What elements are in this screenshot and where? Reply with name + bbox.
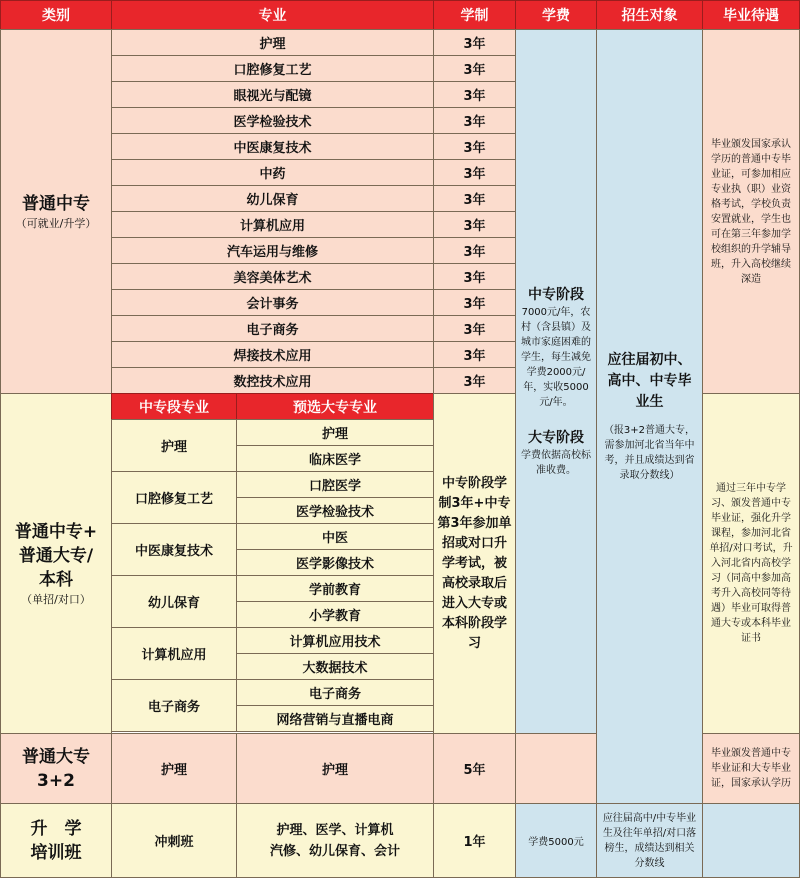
zhongzhuan-years: 3年: [433, 29, 516, 56]
dazhuan-college-major: 医学影像技术: [236, 549, 434, 576]
dazhuan-college-major: 电子商务: [236, 679, 434, 706]
category-title-line3: 本科: [39, 569, 73, 590]
audience-note: （报3+2普通大专，需参加河北省当年中考，并且成绩达到省录取分数线）: [603, 425, 696, 481]
dazhuan-college-major: 口腔医学: [236, 471, 434, 498]
dazhuan-system: 中专阶段学制3年+中专第3年参加单招或对口升学考试，被高校录取后进入大专或本科阶段学习: [433, 393, 516, 734]
zhongzhuan-years: 3年: [433, 159, 516, 186]
three-two-treatment: 毕业颁发普通中专毕业证和大专毕业证，国家承认学历: [702, 733, 800, 804]
zhongzhuan-years: 3年: [433, 367, 516, 394]
zhongzhuan-years: 3年: [433, 185, 516, 212]
zhongzhuan-years: 3年: [433, 81, 516, 108]
zhongzhuan-years: 3年: [433, 289, 516, 316]
category-training: [0, 803, 112, 878]
dazhuan-college-major: 护理: [236, 419, 434, 446]
training-major: 冲刺班: [111, 803, 237, 878]
dazhuan-college-major: 临床医学: [236, 445, 434, 472]
dazhuan-stage-major: 护理: [111, 419, 237, 472]
zhongzhuan-treatment: 毕业颁发国家承认学历的普通中专毕业证，可参加相应专业执（职）业资格考试，学校负责安置就业，学生也可在第三年参加学校组织的升学辅导班，升入高校继续深造: [702, 29, 800, 394]
training-fee: 学费5000元: [515, 803, 597, 878]
header-fee: 学费: [515, 0, 597, 30]
training-treatment-empty: [702, 803, 800, 878]
audience-main: 应往届初中、高中、中专毕业生: [607, 352, 692, 410]
dazhuan-stage-major: 中医康复技术: [111, 523, 237, 576]
header-duration: 学制: [433, 0, 516, 30]
training-years: 1年: [433, 803, 516, 878]
dazhuan-college-major: 小学教育: [236, 601, 434, 628]
header-audience: 招生对象: [596, 0, 703, 30]
category-title: 普通中专: [22, 193, 90, 214]
training-audience: 应往届高中/中专毕业生及往年单招/对口落榜生，成绩达到相关分数线: [596, 803, 703, 878]
zhongzhuan-major: 数控技术应用: [111, 367, 434, 394]
subheader-college-major: 预选大专专业: [236, 393, 434, 420]
zhongzhuan-major: 幼儿保育: [111, 185, 434, 212]
dazhuan-stage-major: 口腔修复工艺: [111, 471, 237, 524]
zhongzhuan-major: 会计事务: [111, 289, 434, 316]
zhongzhuan-major: 眼视光与配镜: [111, 81, 434, 108]
three-two-major: 护理: [111, 733, 237, 804]
zhongzhuan-major: 医学检验技术: [111, 107, 434, 134]
zhongzhuan-major: 电子商务: [111, 315, 434, 342]
zhongzhuan-years: 3年: [433, 133, 516, 160]
three-two-fee-empty: [515, 733, 597, 804]
zhongzhuan-years: 3年: [433, 211, 516, 238]
training-subjects-line2: 汽修、幼儿保育、会计: [269, 843, 400, 859]
dazhuan-treatment: 通过三年中专学习、颁发普通中专毕业证，强化升学课程，参加河北省单招/对口考试，升入河北省内高校学习（同高中参加高考升入高校同等待遇）毕业可取得普通大专或本科毕业证书: [702, 393, 800, 734]
fee-stage1-title: 中专阶段: [528, 287, 584, 303]
category-dazhuan: [0, 393, 112, 734]
header-category: 类别: [0, 0, 112, 30]
category-title2: 培训班: [30, 842, 82, 863]
category-title: 升 学: [30, 818, 82, 839]
subheader-stage-major: 中专段专业: [111, 393, 237, 420]
category-zhongzhuan: [0, 29, 112, 394]
zhongzhuan-major: 焊接技术应用: [111, 341, 434, 368]
training-subjects-line1: 护理、医学、计算机: [276, 822, 394, 838]
category-subtitle: （可就业/升学）: [15, 216, 97, 230]
dazhuan-college-major: 中医: [236, 523, 434, 550]
dazhuan-stage-major: 计算机应用: [111, 627, 237, 680]
zhongzhuan-major: 口腔修复工艺: [111, 55, 434, 82]
zhongzhuan-major: 中医康复技术: [111, 133, 434, 160]
header-major: 专业: [111, 0, 434, 30]
zhongzhuan-years: 3年: [433, 315, 516, 342]
category-subtitle: （单招/对口）: [21, 592, 91, 606]
zhongzhuan-years: 3年: [433, 341, 516, 368]
zhongzhuan-major: 计算机应用: [111, 211, 434, 238]
zhongzhuan-major: 美容美体艺术: [111, 263, 434, 290]
category-title-line1: 普通中专+: [14, 521, 98, 542]
three-two-years: 5年: [433, 733, 516, 804]
three-two-option: 护理: [236, 733, 434, 804]
zhongzhuan-years: 3年: [433, 237, 516, 264]
fee-cell: [515, 29, 597, 734]
zhongzhuan-years: 3年: [433, 263, 516, 290]
fee-stage2-title: 大专阶段: [528, 430, 584, 446]
category-title: 普通大专: [22, 746, 90, 767]
dazhuan-college-major: 大数据技术: [236, 653, 434, 680]
fee-stage1-text: 7000元/年，农村（含县镇）及城市家庭困难的学生，每生减免学费2000元/年，实收5000元/年。: [521, 307, 591, 408]
fee-stage2-text: 学费依据高校标准收费。: [521, 450, 591, 476]
zhongzhuan-major: 汽车运用与维修: [111, 237, 434, 264]
zhongzhuan-major: 护理: [111, 29, 434, 56]
zhongzhuan-years: 3年: [433, 55, 516, 82]
training-subjects: [236, 803, 434, 878]
zhongzhuan-years: 3年: [433, 107, 516, 134]
dazhuan-stage-major: 电子商务: [111, 679, 237, 732]
category-three-two: [0, 733, 112, 804]
audience-cell: [596, 29, 703, 804]
dazhuan-college-major: 学前教育: [236, 575, 434, 602]
category-title-line2: 普通大专/: [18, 545, 94, 566]
header-treatment: 毕业待遇: [702, 0, 800, 30]
dazhuan-stage-major: 幼儿保育: [111, 575, 237, 628]
dazhuan-college-major: 医学检验技术: [236, 497, 434, 524]
dazhuan-college-major: 计算机应用技术: [236, 627, 434, 654]
category-title2: 3+2: [37, 770, 75, 791]
zhongzhuan-major: 中药: [111, 159, 434, 186]
dazhuan-college-major: 网络营销与直播电商: [236, 705, 434, 732]
